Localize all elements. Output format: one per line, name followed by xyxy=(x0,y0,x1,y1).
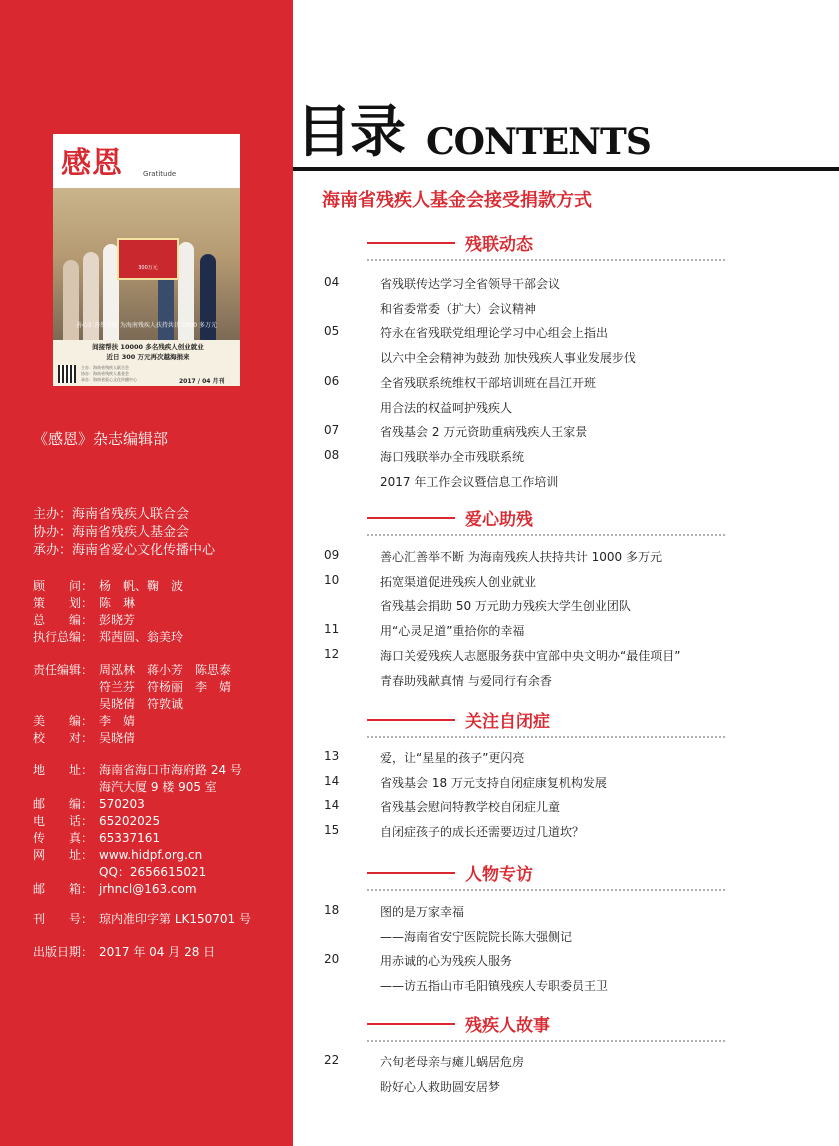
contact-label: 地 址： xyxy=(33,763,94,777)
toc-entry[interactable]: ——海南省安宁医院院长陈大强侧记 xyxy=(380,929,573,944)
toc-entry[interactable]: 省残基会 18 万元支持自闭症康复机构发展 xyxy=(380,775,607,790)
contact-value: 65202025 xyxy=(99,814,161,828)
section-header xyxy=(367,507,837,530)
staff-value: 李 婧 xyxy=(99,714,136,728)
sponsor-line xyxy=(33,506,215,524)
toc-title: 目录 xyxy=(296,100,404,165)
page-number: 08 xyxy=(324,447,340,462)
staff-block xyxy=(33,578,183,646)
page-number: 13 xyxy=(324,749,340,763)
toc-entry[interactable]: 省残基会慰问特教学校自闭症儿童 xyxy=(380,800,561,815)
editors-line xyxy=(33,662,231,679)
sponsor-value: 海南省残疾人基金会 xyxy=(72,525,190,540)
toc-entry[interactable]: 爱，让“星星的孩子”更闪亮 xyxy=(380,751,525,765)
toc-entry[interactable]: 海口关爱残疾人志愿服务获中宣部中央文明办“最佳项目” xyxy=(380,648,681,663)
editorial-dept: 《感恩》杂志编辑部 xyxy=(33,430,169,448)
staff-label: 策 划： xyxy=(33,596,94,610)
dotted-divider xyxy=(367,534,725,536)
cover-publishers xyxy=(81,365,137,383)
sponsor-label: 协办： xyxy=(33,525,73,540)
pubdate-label: 出版日期： xyxy=(33,945,94,959)
contact-line xyxy=(33,779,242,796)
section-title: 残联动态 xyxy=(465,235,533,255)
staff-label: 顾 问： xyxy=(33,579,94,593)
page-number: 09 xyxy=(324,548,340,562)
contact-line xyxy=(33,762,242,779)
editors-value: 周泓林 蒋小芳 陈思泰 xyxy=(99,663,232,677)
staff-line xyxy=(33,629,183,646)
pubdate-line xyxy=(33,944,215,961)
cover-issue-note: 月刊 xyxy=(212,378,225,385)
toc-entry[interactable]: 海口残联举办全市残联系统 xyxy=(380,449,525,464)
toc-entry[interactable]: 省残基会 2 万元资助重病残疾人王家景 xyxy=(380,425,588,440)
sponsor-line xyxy=(33,542,215,560)
staff-value: 彭晓芳 xyxy=(99,613,136,627)
section-title: 关注自闭症 xyxy=(465,712,550,732)
contact-line xyxy=(33,813,242,830)
page-number: 12 xyxy=(324,646,340,661)
toc-entry[interactable]: ——访五指山市毛阳镇残疾人专职委员王卫 xyxy=(380,979,609,994)
staff-value: 杨 帆、鞠 波 xyxy=(99,579,184,593)
toc-entry[interactable]: 六旬老母亲与瘫儿蜗居危房 xyxy=(380,1055,525,1069)
cover-headline-line: 间接帮扶 10000 多名残疾人创业就业 xyxy=(92,343,204,351)
donation-board xyxy=(117,238,179,280)
toc-entry[interactable]: 善心汇善举不断 为海南残疾人扶持共计 1000 多万元 xyxy=(380,550,662,564)
page-number: 22 xyxy=(324,1053,340,1067)
section-rule xyxy=(367,517,455,519)
toc-entry[interactable]: 省残联传达学习全省领导干部会议 xyxy=(380,277,561,291)
section-header xyxy=(367,862,837,885)
editors-value: 符兰芬 符杨丽 李 婧 xyxy=(99,680,232,694)
cover-footer xyxy=(53,340,240,386)
toc-title-en: CONTENTS xyxy=(426,121,651,163)
email-link[interactable]: jrhncl@163.com xyxy=(99,882,197,896)
contact-value: 65337161 xyxy=(99,831,161,845)
contact-block xyxy=(33,762,242,898)
sponsor-block xyxy=(33,506,215,560)
editors-value: 吴晓倩 符敦诚 xyxy=(99,697,184,711)
cover-title: 感恩 xyxy=(61,146,123,181)
section-header xyxy=(367,1013,837,1036)
editors-block xyxy=(33,662,231,747)
sponsor-value: 海南省残疾人联合会 xyxy=(72,507,190,522)
section-rule xyxy=(367,242,455,244)
staff-label: 执行总编： xyxy=(33,630,94,644)
cover-publisher: 协办：海南省残疾人基金会 xyxy=(81,371,129,376)
sponsor-line xyxy=(33,524,215,542)
contact-line xyxy=(33,830,242,847)
page-number: 07 xyxy=(324,423,340,438)
contact-line xyxy=(33,864,242,881)
toc-entry[interactable]: 用“心灵足道”重拾你的幸福 xyxy=(380,624,525,639)
section-rule xyxy=(367,872,455,874)
contact-line xyxy=(33,796,242,813)
contact-label: 邮 箱： xyxy=(33,882,94,896)
contact-line xyxy=(33,847,242,864)
cover-headline xyxy=(73,342,223,362)
toc-entry[interactable]: 用合法的权益呵护残疾人 xyxy=(380,400,513,415)
editors-line xyxy=(33,696,231,713)
staff-line xyxy=(33,713,231,730)
page-number: 15 xyxy=(324,823,340,838)
contact-label: 传 真： xyxy=(33,831,94,845)
section-header xyxy=(367,232,837,255)
staff-value: 陈 琳 xyxy=(99,596,136,610)
cover-issue-number: 2017 / 04 xyxy=(179,378,211,385)
cover-publisher: 承办：海南省爱心文化传播中心 xyxy=(81,377,137,382)
toc-entry[interactable]: 自闭症孩子的成长还需要迈过几道坎？ xyxy=(380,825,585,840)
sponsor-label: 主办： xyxy=(33,507,73,522)
section-title: 残疾人故事 xyxy=(465,1016,550,1036)
website-link[interactable]: www.hidpf.org.cn xyxy=(99,848,203,862)
staff-label: 美 编： xyxy=(33,714,94,728)
donation-board-text: 300万元 xyxy=(138,265,158,271)
section-header xyxy=(367,709,837,732)
staff-label: 校 对： xyxy=(33,731,94,745)
cover-publisher: 主办：海南省残疾人联合会 xyxy=(81,365,129,370)
section-title: 人物专访 xyxy=(465,865,533,885)
toc-entry[interactable]: 拓宽渠道促进残疾人创业就业 xyxy=(380,574,537,589)
page-number: 20 xyxy=(324,952,340,967)
toc-entry[interactable]: 和省委常委（扩大）会议精神 xyxy=(380,301,537,316)
dotted-divider xyxy=(367,259,725,261)
staff-value: 郑茜圆、翁美玲 xyxy=(99,630,184,644)
staff-line xyxy=(33,578,183,595)
license-value: 琼内准印字第 LK150701 号 xyxy=(99,912,251,926)
cover-headline-line: 近日 300 万元再次越海捐来 xyxy=(106,353,190,361)
toc-entry[interactable]: 图的是万家幸福 xyxy=(380,905,465,919)
page-number: 18 xyxy=(324,903,340,917)
toc-entry[interactable]: 全省残联系统维权干部培训班在昌江开班 xyxy=(380,375,597,390)
toc-entry[interactable]: 符永在省残联党组理论学习中心组会上指出 xyxy=(380,326,609,341)
contact-value: QQ：2656615021 xyxy=(99,865,207,879)
contact-value: 海南省海口市海府路 24 号 xyxy=(99,763,242,777)
feature-link[interactable]: 海南省残疾人基金会接受捐款方式 xyxy=(322,190,592,211)
staff-line xyxy=(33,730,231,747)
toc-entry[interactable]: 2017 年工作会议暨信息工作培训 xyxy=(380,474,559,489)
staff-line xyxy=(33,595,183,612)
staff-value: 吴晓倩 xyxy=(99,731,136,745)
editors-label: 责任编辑： xyxy=(33,663,94,677)
license-label: 刊 号： xyxy=(33,912,94,926)
sponsor-label: 承办： xyxy=(33,543,73,558)
license-line xyxy=(33,911,251,928)
cover-subtitle: Gratitude xyxy=(143,170,177,178)
contact-value: 海汽大厦 9 楼 905 室 xyxy=(99,780,217,794)
page-number: 05 xyxy=(324,324,340,339)
staff-line xyxy=(33,612,183,629)
toc-entry[interactable]: 以六中全会精神为鼓劲 加快残疾人事业发展步伐 xyxy=(380,351,636,366)
editors-line xyxy=(33,679,231,696)
page-number: 06 xyxy=(324,373,340,388)
page-number: 10 xyxy=(324,572,340,587)
contact-value: 570203 xyxy=(99,797,145,811)
dotted-divider xyxy=(367,889,725,891)
dotted-divider xyxy=(367,1040,725,1042)
toc-entry[interactable]: 省残基会捐助 50 万元助力残疾大学生创业团队 xyxy=(380,599,631,614)
section-title: 爱心助残 xyxy=(465,510,533,530)
toc-entry[interactable]: 用赤诚的心为残疾人服务 xyxy=(380,954,513,969)
cover-issue xyxy=(179,376,225,385)
dotted-divider xyxy=(367,736,725,738)
section-rule xyxy=(367,719,455,721)
sponsor-value: 海南省爱心文化传播中心 xyxy=(72,543,216,558)
toc-entry[interactable]: 青春助残献真情 与爱同行有余香 xyxy=(380,673,552,688)
header-rule xyxy=(293,167,839,171)
page-number: 11 xyxy=(324,622,340,637)
cover-photo xyxy=(53,188,240,340)
pubdate-value: 2017 年 04 月 28 日 xyxy=(99,945,216,959)
magazine-cover[interactable] xyxy=(53,134,240,386)
page-number: 14 xyxy=(324,773,340,788)
cover-caption: 善心汇善举不断 为海南残疾人扶持共计 1000 多万元 xyxy=(76,322,217,329)
toc-entry[interactable]: 盼好心人救助圆安居梦 xyxy=(380,1079,501,1094)
contact-label: 电 话： xyxy=(33,814,94,828)
page-number: 14 xyxy=(324,798,340,813)
contact-label: 网 址： xyxy=(33,848,94,862)
page-number: 04 xyxy=(324,275,340,289)
contact-label: 邮 编： xyxy=(33,797,94,811)
staff-label: 总 编： xyxy=(33,613,94,627)
contact-line xyxy=(33,881,242,898)
section-rule xyxy=(367,1023,455,1025)
qr-code-icon xyxy=(58,365,76,383)
